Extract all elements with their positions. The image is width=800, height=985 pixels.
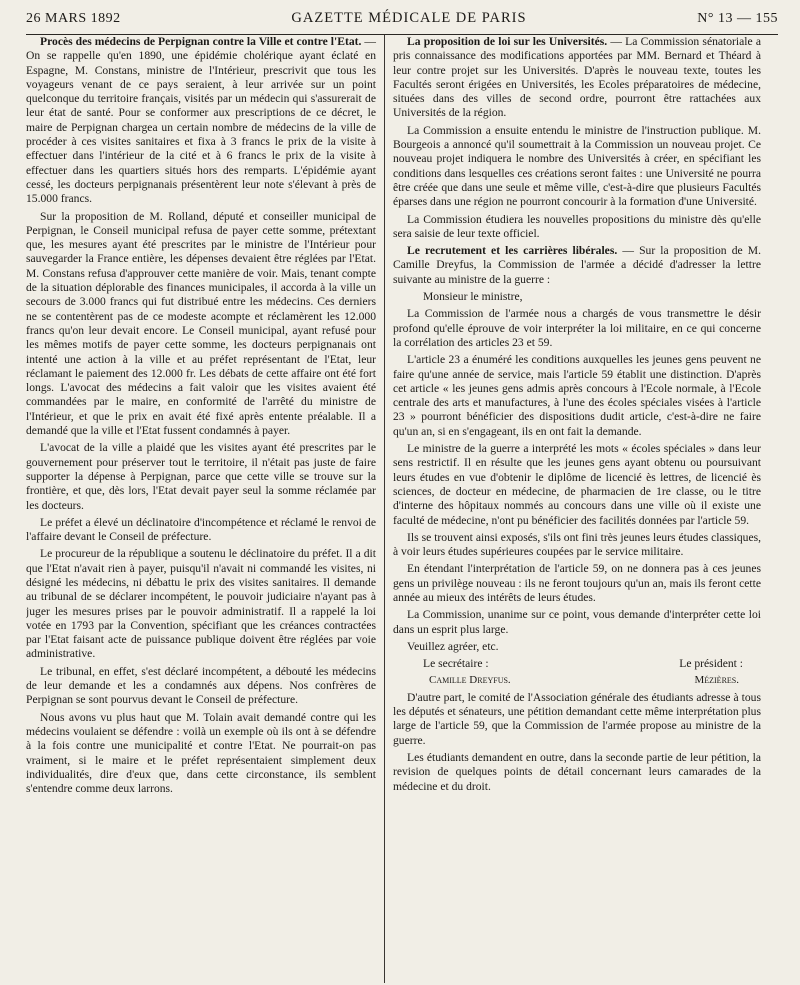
- page-header: [26, 10, 778, 35]
- header-date: 26 MARS 1892: [26, 11, 121, 26]
- paragraph: [393, 35, 761, 121]
- paragraph: La Commission de l'armée nous a chargés de vous transmettre le désir profond qu'elle éprouve de voir interpréter la loi militaire, en ce qui concerne la corrélation des articles 23 et 59.: [393, 307, 761, 349]
- president-name: Mézières.: [694, 674, 739, 687]
- president-label: Le président :: [679, 657, 743, 671]
- paragraph: [26, 35, 376, 207]
- paragraph: Le ministre de la guerre a interprété les mots « écoles spéciales » dans leur sens restrictif. Il en résulte que les jeunes gens ayant obtenu ou poursuivant leurs études en vue d'obtenir le diplôme de licencié ès lettres, de licencié ès sciences, de docteur en médecine, de pharmacien de 1re classe, ou le titre d'interne des hôpitaux nommés au concours dans une ville où il existe une faculté de médecine, n'ont pu bénéficier des facilités données par l'article 59.: [393, 442, 761, 527]
- paragraph: Les étudiants demandent en outre, dans la seconde partie de leur pétition, la revision de quelques points de détail concernant leurs camarades de la médecine et du droit.: [393, 750, 761, 793]
- article-text: — La Commission sénatoriale a pris connaissance des modifications apportées par MM. Bernard et Théard à leur contre projet sur les Universités. D'après le nouveau texte, toutes les Facultés seront érigées en Universités, les Ecoles préparatoires de médecine, situées dans des villes de second ordre, pourront être rattachées aux Universités de la région.: [393, 35, 761, 120]
- paragraph: La Commission, unanime sur ce point, vous demande d'interpréter cette loi dans un esprit plus large.: [393, 608, 761, 636]
- paragraph: D'autre part, le comité de l'Association générale des étudiants adresse à tous les députés et sénateurs, une pétition demandant cette même interprétation plus large de l'article 59, que la Commission de l'armée propose au ministre de la guerre.: [393, 690, 761, 747]
- right-column: [385, 35, 761, 983]
- secretary-label: Le secrétaire :: [423, 657, 489, 671]
- paragraph: Le tribunal, en effet, s'est déclaré incompétent, a débouté les médecins de leur demande et les a condamnés aux dépens. Nos confrères de Perpignan se sont pourvus devant le Conseil de préfecture.: [26, 664, 376, 707]
- header-page-number: N° 13 — 155: [697, 11, 778, 26]
- paragraph: Veuillez agréer, etc.: [407, 639, 499, 653]
- header-title: GAZETTE MÉDICALE DE PARIS: [291, 10, 527, 26]
- paragraph: Le procureur de la république a soutenu le déclinatoire du préfet. Il a dit que l'Etat n'avait rien à payer, puisqu'il n'avait ni commandé les visites, ni désigné les médecins, ni débattu le prix des visites sanitaires. Il demande au tribunal de se déclarer incompétent, le pouvoir judiciaire n'ayant pas à juger les mesures prises par le pouvoir administratif. Il a rappelé la loi votée en 1793 par la Convention, spécifiant que les créances contractées par l'Etat faisant acte de puissance publique doivent être réglées par voie administrative.: [26, 547, 376, 661]
- signature-labels: [393, 657, 761, 671]
- paragraph: La Commission a ensuite entendu le ministre de l'instruction publique. M. Bourgeois a annoncé qu'il soumettrait à la Commission un nouveau projet. Ce nouveau projet indiquera le nombre des Universités à créer, en spécifiant les conditions dans lesquelles ces créations seront faites : une Université ne pourra être créée que dans une seule et même ville, c'est-à-dire que plusieurs Facultés éparses dans une région ne pourront concourir à la formation d'une Université.: [393, 123, 761, 209]
- article-heading: La proposition de loi sur les Universités.: [407, 35, 608, 48]
- paragraph: Nous avons vu plus haut que M. Tolain avait demandé contre qui les médecins voulaient se défendre : voilà un exemple où ils ont à se défendre à la fois contre une municipalité et contre l'Etat. Ne pourrait-on pas vraiment, si le maire et le préfet représentaient simplement deux individualités, dire d'eux que, dans cette circonstance, ils semblent s'entendre comme deux larrons.: [26, 710, 376, 796]
- paragraph: Monsieur le ministre,: [423, 290, 523, 304]
- signature-names: [393, 673, 761, 687]
- paragraph: L'article 23 a énuméré les conditions auxquelles les jeunes gens peuvent ne faire qu'une année de service, mais l'article 59 établit une distinction. D'après cet article « les jeunes gens admis après concours à l'Ecole normale, à l'Ecole centrale des arts et manufactures, à l'une des écoles spéciales visées à l'article 23 » pourront bénéficier des dispositions dudit article, c'est-à-dire ne faire qu'un an, si en s'engageant, ils en ont fait la demande.: [393, 353, 761, 438]
- left-column: [26, 35, 385, 983]
- paragraph: [393, 244, 761, 287]
- paragraph: L'avocat de la ville a plaidé que les visites ayant été prescrites par le gouvernement pour préserver tout le territoire, il n'était pas juste de faire supporter la dépense à Perpignan, parce que cette ville se trouve sur la frontière, et que, dès lors, l'Etat devait payer seul la somme réclamée par les docteurs.: [26, 441, 376, 512]
- article-columns: [26, 35, 778, 983]
- article-heading: Le recrutement et les carrières libérales.: [407, 244, 618, 258]
- paragraph: Le préfet a élevé un déclinatoire d'incompétence et réclamé le renvoi de l'affaire devant le Conseil de préfecture.: [26, 515, 376, 544]
- article-text: — Sur la proposition de M. Camille Dreyfus, la Commission de l'armée a décidé d'adresser la lettre suivante au ministre de la guerre :: [393, 244, 761, 286]
- secretary-name: Camille Dreyfus.: [429, 674, 511, 687]
- paragraph: Sur la proposition de M. Rolland, député et conseiller municipal de Perpignan, le Conseil municipal refusa de payer cette somme, prétextant que, les mesures ayant été prescrites par le ministre de l'Intérieur pour sauvegarder la France entière, les dépenses devaient être réglées par l'Etat. M. Constans refusa d'approuver cette manière de voir. Mais, tenant compte de la situation déplorable des finances municipales, il accorda à la ville un secours de 3.000 francs qui fut distribué entre les médecins. Ces derniers ne se contentèrent pas de ce modeste acompte et réclamèrent les 12.000 francs qu'on leur devait encore. Le Conseil municipal, ayant refusé pour les mêmes motifs de payer cette somme, les docteurs perpignanais ont intenté une action à la ville et au préfet représentant de l'Etat, leur réclamant le paiement des 12.000 fr. Les débats de cette affaire ont été fort longs. L'avocat des médecins a fait valoir que les visites avaient été commandées par le maire, en conformité de l'arrêté du ministre de l'Intérieur, et que le prix en avait été fixé après entente préalable. Il a demandé que la ville et l'Etat fussent condamnés à payer.: [26, 209, 376, 438]
- paragraph: La Commission étudiera les nouvelles propositions du ministre dès qu'elle sera saisie de leur texte officiel.: [393, 212, 761, 240]
- article-heading: Procès des médecins de Perpignan contre la Ville et contre l'Etat.: [40, 35, 362, 48]
- paragraph: En étendant l'interprétation de l'article 59, on ne donnera pas à ces jeunes gens un privilège nouveau : ils ne feront toujours qu'un an, mais ils feront cette année au mieux des intérêts de leurs études.: [393, 562, 761, 604]
- article-text: — On se rappelle qu'en 1890, une épidémie cholérique ayant éclaté en Espagne, M. Constans, ministre de l'Intérieur, prescrivit que tous les voyageurs venant de ce pays seraient, à leur arrivée sur un point quelconque du territoire français, visités par un médecin qui s'assurerait de leur état de santé. Pour se conformer aux prescriptions de ce décret, le maire de Perpignan chargea un certain nombre de médecins de la ville de procéder à ces visites sanitaires et fixa à 3 francs le prix de la visite à effectuer dans l'intérieur de la cité et à 6 francs le prix de la visite à effectuer dans les quartiers situés hors des remparts. L'épidémie ayant cessé, les docteurs perpignanais présentèrent leur note s'élevant à près de 15.000 francs.: [26, 35, 376, 206]
- paragraph: Ils se trouvent ainsi exposés, s'ils ont fini très jeunes leurs études classiques, à voir leurs études supérieures coupées par le service militaire.: [393, 530, 761, 559]
